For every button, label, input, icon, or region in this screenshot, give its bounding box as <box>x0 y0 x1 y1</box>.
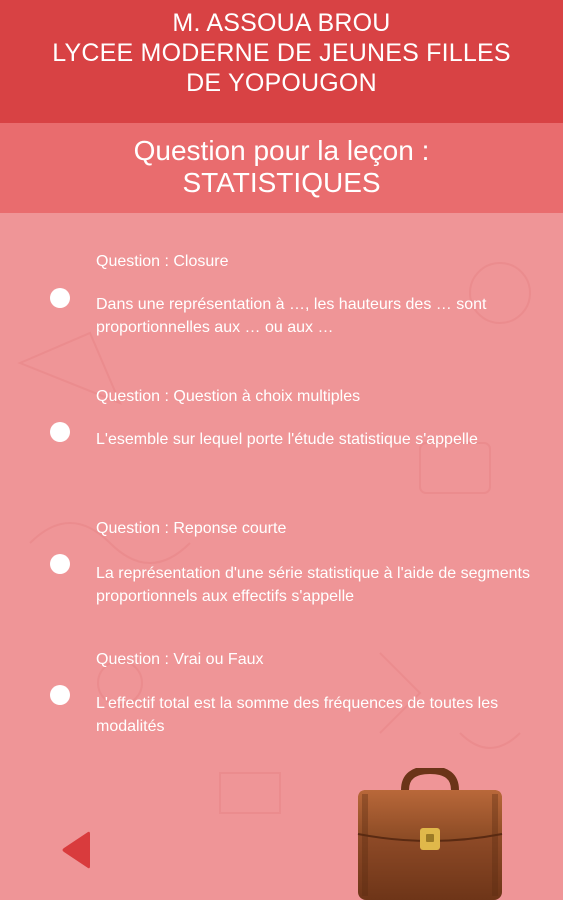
question-item <box>0 649 563 759</box>
question-item <box>0 518 563 628</box>
lesson-subject: STATISTIQUES <box>182 167 381 198</box>
back-arrow-icon[interactable] <box>60 830 92 870</box>
answer-radio[interactable] <box>50 422 70 442</box>
question-text: L'esemble sur lequel porte l'étude statistique s'appelle <box>96 431 478 448</box>
answer-radio[interactable] <box>50 288 70 308</box>
lesson-banner <box>0 123 563 213</box>
question-type: Question : Question à choix multiples <box>96 388 361 405</box>
question-text: La représentation d'une série statistique à l'aide de segments proportionnels aux effectifs s'appelle <box>96 565 530 605</box>
app-header <box>0 0 563 123</box>
question-text: L'effectif total est la somme des fréquences de toutes les modalités <box>96 695 499 735</box>
lesson-title: Question pour la leçon : <box>133 135 430 166</box>
question-item <box>0 251 563 361</box>
question-text: Dans une représentation à …, les hauteurs des … sont proportionnelles aux … ou aux … <box>96 296 487 336</box>
school-location: DE YOPOUGON <box>186 69 377 97</box>
briefcase-icon <box>350 768 510 900</box>
question-type: Question : Reponse courte <box>96 520 287 537</box>
question-type: Question : Closure <box>96 253 229 270</box>
question-type: Question : Vrai ou Faux <box>96 651 264 668</box>
question-item <box>0 386 563 496</box>
school-name: LYCEE MODERNE DE JEUNES FILLES <box>52 39 511 67</box>
teacher-name: M. ASSOUA BROU <box>172 9 391 37</box>
answer-radio[interactable] <box>50 685 70 705</box>
answer-radio[interactable] <box>50 554 70 574</box>
